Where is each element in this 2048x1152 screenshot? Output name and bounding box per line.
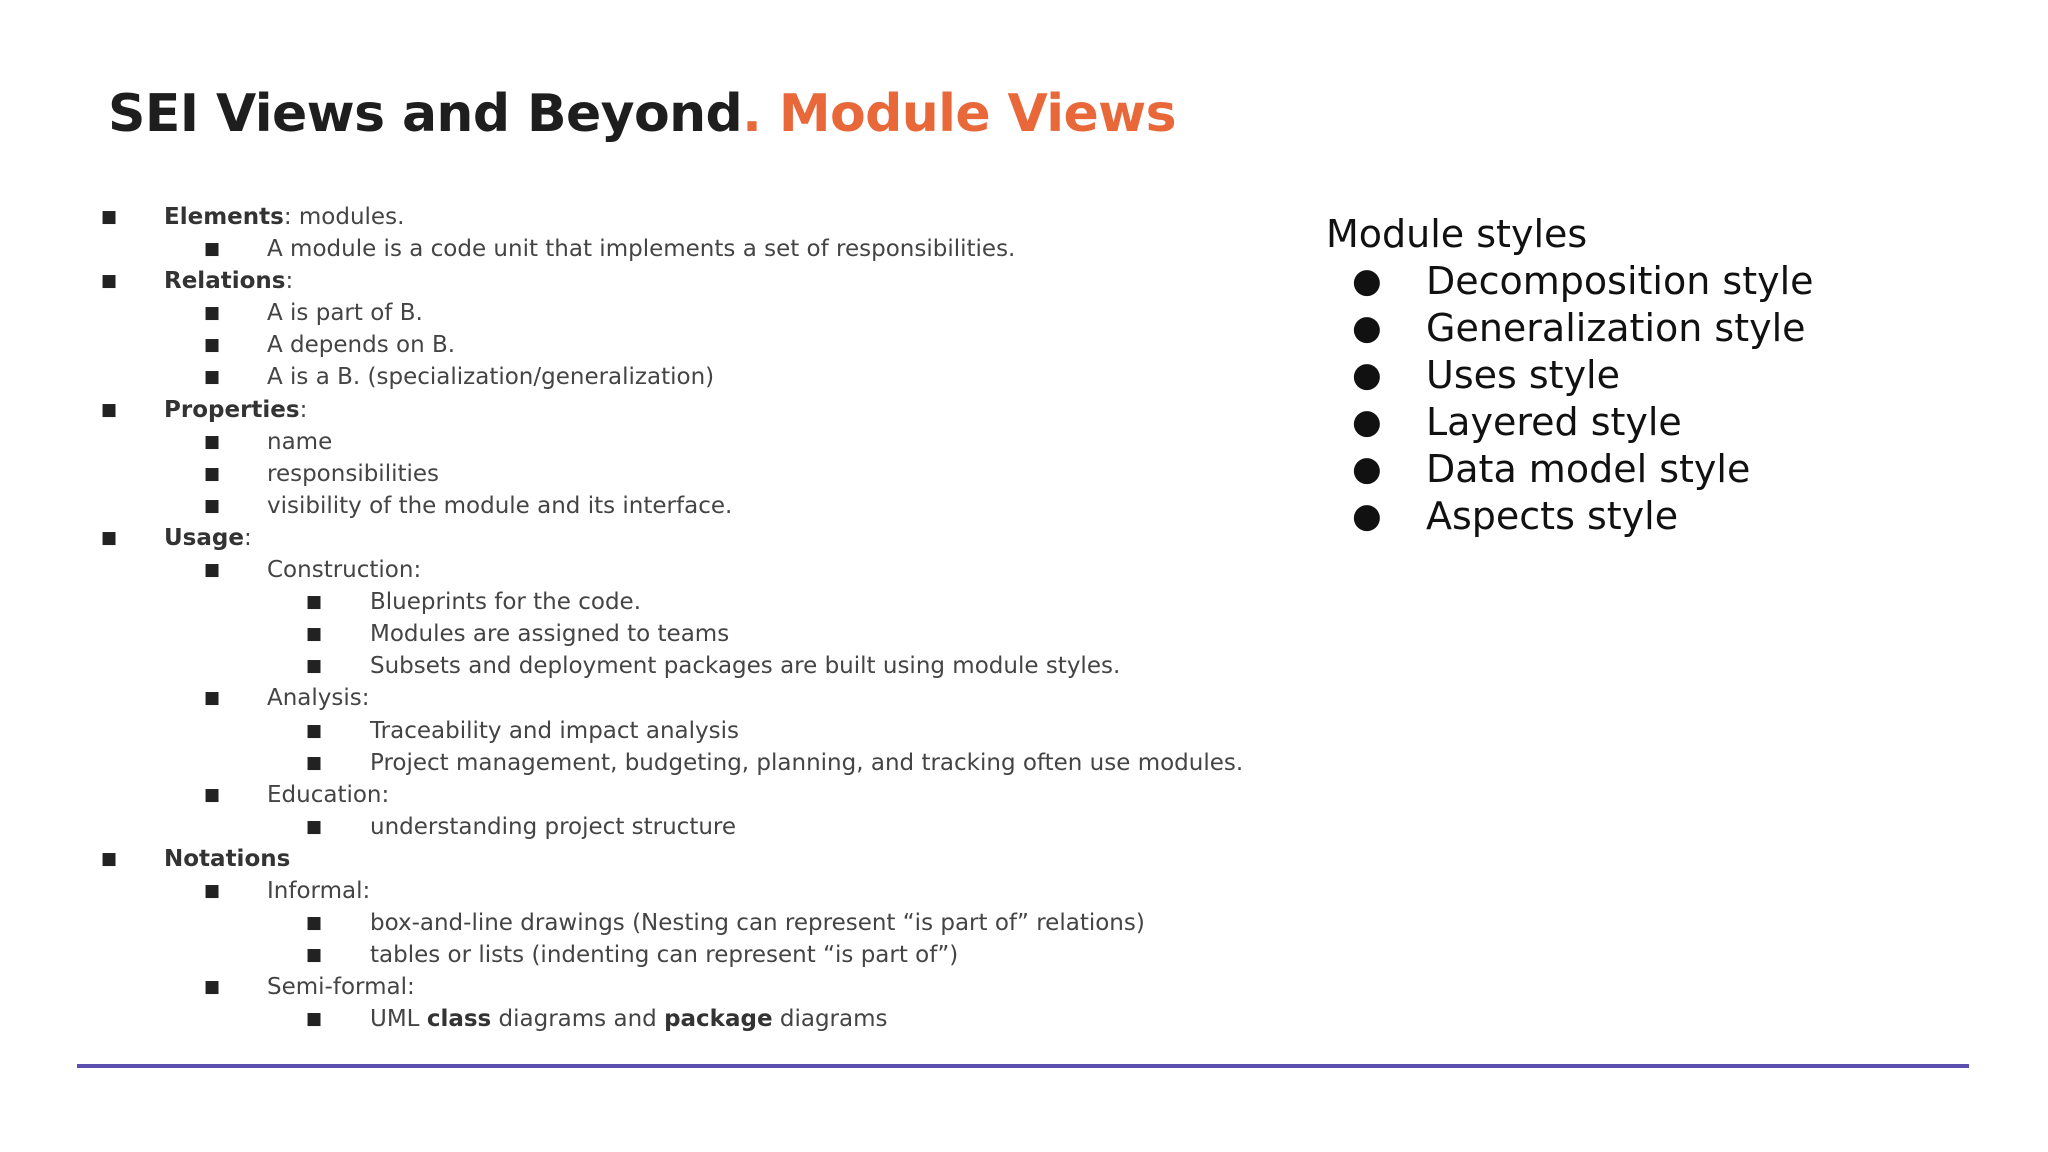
outline-label-elements: Elements bbox=[164, 204, 284, 230]
square-bullet-icon: ■ bbox=[101, 399, 118, 420]
square-bullet-icon: ■ bbox=[306, 752, 323, 773]
outline-text: : modules. bbox=[283, 204, 405, 230]
square-bullet-icon: ■ bbox=[204, 303, 221, 324]
square-bullet-icon: ■ bbox=[204, 463, 221, 484]
outline-text: box-and-line drawings (Nesting can represent “is part of” relations) bbox=[370, 910, 1145, 937]
outline-subitem bbox=[0, 426, 1300, 458]
outline-subsubitem bbox=[0, 811, 1300, 843]
module-styles-panel bbox=[1326, 210, 1814, 540]
outline-subitem bbox=[0, 297, 1300, 329]
footer-divider bbox=[77, 1064, 1969, 1068]
outline-text: A is a B. (specialization/generalization) bbox=[267, 364, 715, 391]
outline-text: Blueprints for the code. bbox=[370, 589, 642, 616]
outline-subsubitem bbox=[0, 618, 1300, 650]
outline-text: Informal: bbox=[267, 877, 371, 904]
outline-subitem bbox=[0, 329, 1300, 361]
outline-subsubitem bbox=[0, 586, 1300, 618]
outline-text: diagrams and bbox=[491, 1006, 665, 1033]
square-bullet-icon: ■ bbox=[204, 977, 221, 998]
module-style-item bbox=[1326, 258, 1814, 305]
round-bullet-icon: ● bbox=[1352, 308, 1382, 348]
outline-item-properties bbox=[0, 394, 1300, 426]
outline-text: : bbox=[243, 524, 252, 551]
outline-label-notations: Notations bbox=[164, 845, 291, 872]
outline-text: tables or lists (indenting can represent “is part of”) bbox=[370, 942, 959, 969]
round-bullet-icon: ● bbox=[1352, 449, 1382, 489]
round-bullet-icon: ● bbox=[1352, 402, 1382, 442]
square-bullet-icon: ■ bbox=[204, 367, 221, 388]
outline-text: UML bbox=[370, 1006, 427, 1033]
module-style-label: Generalization style bbox=[1426, 306, 1806, 350]
outline-text: A depends on B. bbox=[267, 332, 456, 359]
outline-subsubitem bbox=[0, 939, 1300, 971]
outline-text: A module is a code unit that implements a set of responsibilities. bbox=[267, 236, 1016, 263]
square-bullet-icon: ■ bbox=[306, 945, 323, 966]
module-style-label: Aspects style bbox=[1426, 494, 1679, 538]
module-style-item bbox=[1326, 305, 1806, 352]
outline-text: : bbox=[299, 396, 308, 423]
outline-subsubitem bbox=[0, 747, 1300, 779]
outline-subitem bbox=[0, 875, 1300, 907]
outline-label-properties: Properties bbox=[164, 396, 300, 423]
outline-subsubitem bbox=[0, 907, 1300, 939]
outline-bold-package: package bbox=[664, 1006, 773, 1033]
square-bullet-icon: ■ bbox=[306, 720, 323, 741]
outline-subitem bbox=[0, 779, 1300, 811]
round-bullet-icon: ● bbox=[1352, 496, 1382, 536]
square-bullet-icon: ■ bbox=[306, 913, 323, 934]
square-bullet-icon: ■ bbox=[204, 239, 221, 260]
square-bullet-icon: ■ bbox=[101, 207, 118, 227]
outline-text: Construction: bbox=[267, 557, 422, 584]
title-main: SEI Views and Beyond bbox=[108, 84, 743, 144]
square-bullet-icon: ■ bbox=[101, 527, 118, 548]
outline-subsubitem bbox=[0, 1003, 1300, 1035]
outline-text: Education: bbox=[267, 781, 390, 808]
outline-item-elements bbox=[0, 201, 1300, 233]
outline-text: Subsets and deployment packages are built using module styles. bbox=[370, 653, 1121, 680]
outline-list bbox=[0, 201, 1300, 1035]
round-bullet-icon: ● bbox=[1352, 355, 1382, 395]
square-bullet-icon: ■ bbox=[101, 271, 118, 292]
outline-text: Analysis: bbox=[267, 685, 370, 712]
square-bullet-icon: ■ bbox=[204, 880, 221, 901]
outline-subitem bbox=[0, 233, 1300, 265]
outline-subsubitem bbox=[0, 715, 1300, 747]
outline-subitem bbox=[0, 971, 1300, 1003]
square-bullet-icon: ■ bbox=[306, 624, 323, 645]
outline-text: name bbox=[267, 428, 333, 455]
module-styles-heading: Module styles bbox=[1326, 212, 1588, 256]
module-style-item bbox=[1326, 352, 1620, 399]
slide-title bbox=[108, 84, 1176, 144]
outline-subsubitem bbox=[0, 650, 1300, 682]
outline-item-relations bbox=[0, 265, 1300, 297]
outline-text: visibility of the module and its interface. bbox=[267, 492, 733, 519]
module-style-item bbox=[1326, 399, 1682, 446]
square-bullet-icon: ■ bbox=[306, 656, 323, 677]
outline-text: Project management, budgeting, planning, and tracking often use modules. bbox=[370, 749, 1244, 776]
outline-text: understanding project structure bbox=[370, 813, 737, 840]
square-bullet-icon: ■ bbox=[204, 688, 221, 709]
module-style-label: Decomposition style bbox=[1426, 259, 1814, 303]
outline-text: A is part of B. bbox=[267, 300, 423, 327]
square-bullet-icon: ■ bbox=[204, 784, 221, 805]
outline-text: responsibilities bbox=[267, 460, 440, 487]
outline-text: diagrams bbox=[772, 1006, 888, 1033]
square-bullet-icon: ■ bbox=[204, 335, 221, 356]
outline-text: : bbox=[285, 268, 294, 295]
round-bullet-icon: ● bbox=[1352, 261, 1382, 301]
outline-subitem bbox=[0, 554, 1300, 586]
outline-text: Semi-formal: bbox=[267, 974, 415, 1001]
module-style-item bbox=[1326, 493, 1679, 540]
square-bullet-icon: ■ bbox=[204, 560, 221, 581]
module-style-label: Uses style bbox=[1426, 353, 1620, 397]
square-bullet-icon: ■ bbox=[306, 816, 323, 837]
outline-bold-class: class bbox=[426, 1006, 492, 1033]
outline-label-relations: Relations bbox=[164, 268, 286, 295]
square-bullet-icon: ■ bbox=[306, 592, 323, 613]
outline-text: Traceability and impact analysis bbox=[370, 717, 739, 744]
outline-subitem bbox=[0, 490, 1300, 522]
outline-item-notations bbox=[0, 843, 1300, 875]
square-bullet-icon: ■ bbox=[204, 495, 221, 516]
outline-subitem bbox=[0, 361, 1300, 393]
title-accent: Module Views bbox=[778, 84, 1176, 144]
outline-subitem bbox=[0, 458, 1300, 490]
square-bullet-icon: ■ bbox=[204, 431, 221, 452]
module-style-label: Data model style bbox=[1426, 447, 1751, 491]
outline-item-usage bbox=[0, 522, 1300, 554]
square-bullet-icon: ■ bbox=[101, 848, 118, 869]
outline-subitem bbox=[0, 682, 1300, 714]
module-style-label: Layered style bbox=[1426, 400, 1682, 444]
square-bullet-icon: ■ bbox=[306, 1009, 323, 1030]
outline-text: Modules are assigned to teams bbox=[370, 621, 730, 648]
outline-label-usage: Usage bbox=[164, 524, 244, 551]
title-dot: . bbox=[742, 84, 762, 144]
module-style-item bbox=[1326, 446, 1751, 493]
